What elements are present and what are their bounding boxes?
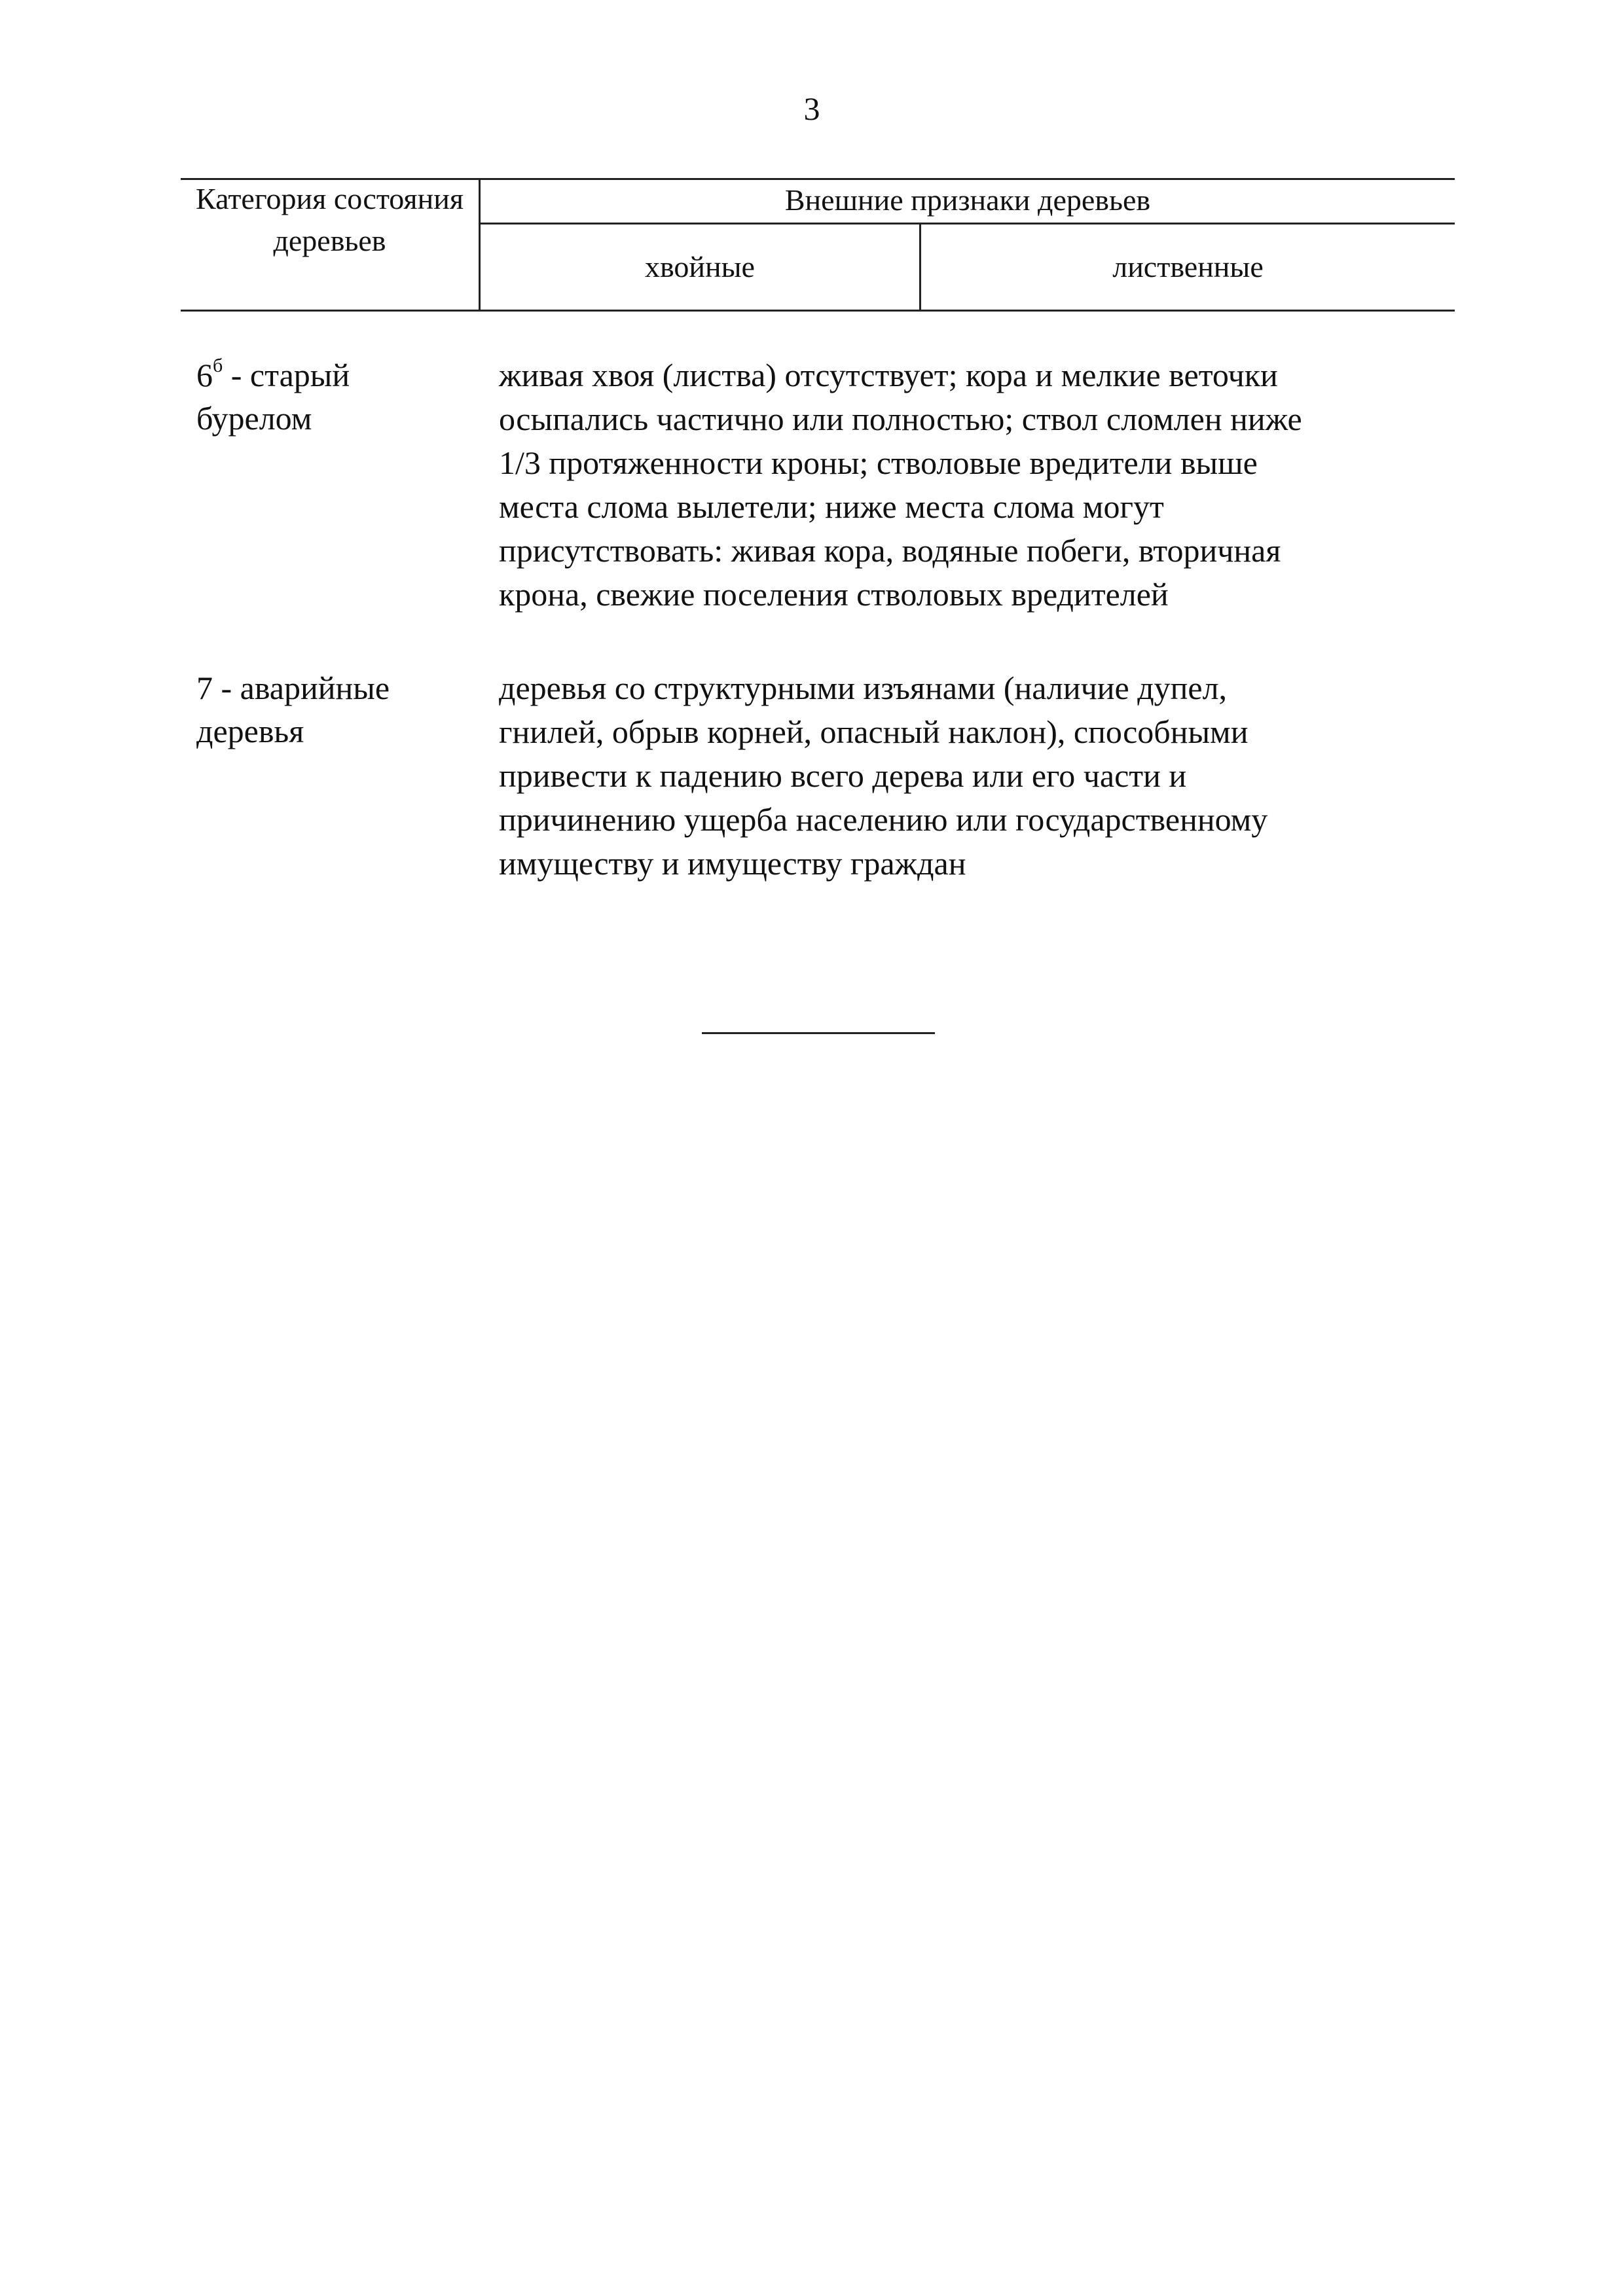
- header-signs: Внешние признаки деревьев: [784, 183, 1151, 217]
- row-category: [196, 353, 471, 440]
- category-title-line2: бурелом: [196, 400, 312, 437]
- end-of-document-rule: [702, 1032, 935, 1034]
- category-title: - старый: [223, 357, 350, 393]
- description-line: 1/3 протяженности кроны; стволовые вредители выше: [499, 444, 1258, 481]
- category-title-line2: деревья: [196, 713, 304, 749]
- description-line: осыпались частично или полностью; ствол сломлен ниже: [499, 401, 1302, 437]
- description-line: живая хвоя (листва) отсутствует; кора и мелкие веточки: [499, 357, 1278, 393]
- header-mid-rule: [481, 223, 1455, 224]
- description-line: имуществу и имуществу граждан: [499, 845, 966, 882]
- header-conifers: хвойные: [645, 250, 755, 283]
- page-number: 3: [803, 90, 820, 127]
- category-number: 6: [196, 357, 213, 393]
- description-line: деревья со структурными изъянами (наличие дупел,: [499, 670, 1228, 706]
- header-category: Категория состояния деревьев: [196, 182, 464, 257]
- header-deciduous: лиственные: [1112, 250, 1264, 283]
- category-title: 7 - аварийные: [196, 670, 390, 706]
- category-superscript: б: [213, 355, 223, 376]
- row-description: [499, 666, 1440, 886]
- description-line: причинению ущерба населению или государственному: [499, 801, 1268, 838]
- description-line: гнилей, обрыв корней, опасный наклон), способными: [499, 713, 1249, 750]
- table-header: [181, 178, 1455, 312]
- header-bottom-rule: [181, 310, 1455, 312]
- description-line: крона, свежие поселения стволовых вредителей: [499, 576, 1169, 613]
- description-line: места слома вылетели; ниже места слома могут: [499, 488, 1164, 525]
- row-description: [499, 353, 1440, 617]
- description-line: присутствовать: живая кора, водяные побеги, вторичная: [499, 532, 1281, 569]
- row-category: [196, 666, 471, 753]
- description-line: привести к падению всего дерева или его части и: [499, 757, 1187, 794]
